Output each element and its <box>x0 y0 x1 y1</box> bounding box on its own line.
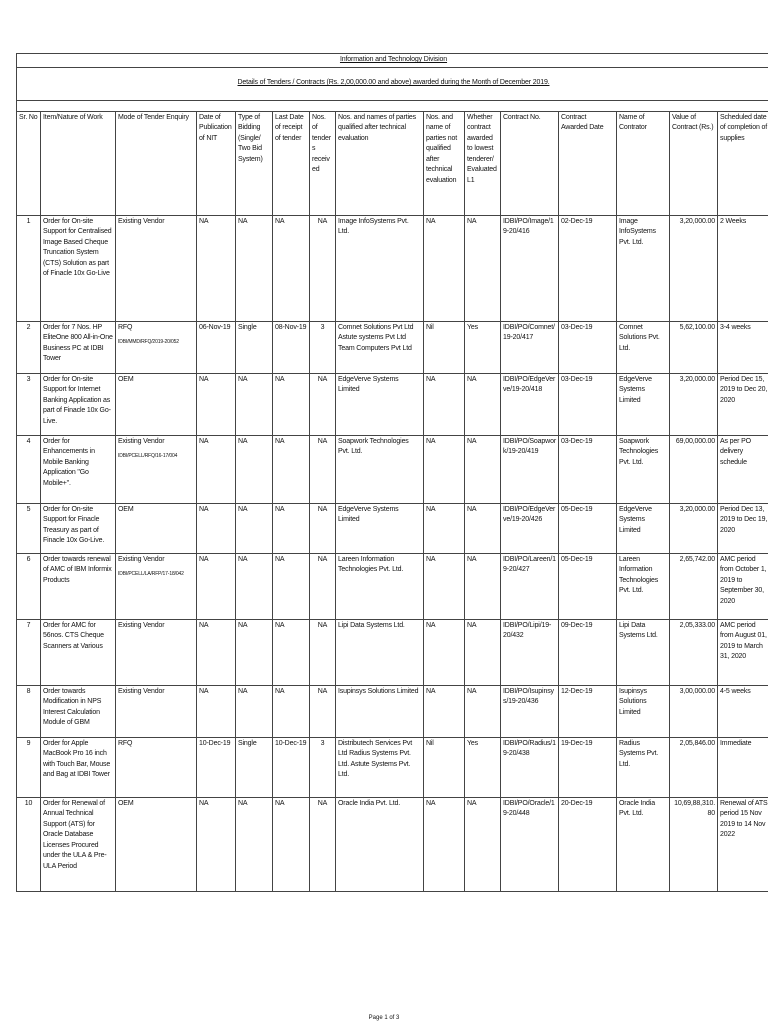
cell-type: NA <box>236 553 273 619</box>
cell-pub: NA <box>197 503 236 553</box>
column-header: Whether contract awarded to lowest tenderer/ Evaluated L1 <box>465 111 501 215</box>
cell-qualified: EdgeVerve Systems Limited <box>336 373 424 435</box>
cell-mode: Existing Vendor IDBI/PCELL/LA/RFP/17-18/042 <box>116 553 197 619</box>
cell-lowest: Yes <box>465 737 501 797</box>
cell-pub: NA <box>197 373 236 435</box>
cell-not-qualified: NA <box>424 553 465 619</box>
column-header: Date of Publication of NIT <box>197 111 236 215</box>
cell-contract: IDBI/PO/Soapwork/19-20/419 <box>501 435 559 503</box>
cell-not-qualified: Nil <box>424 737 465 797</box>
cell-last: NA <box>273 435 310 503</box>
cell-pub: NA <box>197 797 236 891</box>
column-header: Item/Nature of Work <box>41 111 116 215</box>
column-header: Value of Contract (Rs.) <box>670 111 718 215</box>
cell-value: 5,62,100.00 <box>670 321 718 373</box>
cell-qualified: Soapwork Technologies Pvt. Ltd. <box>336 435 424 503</box>
cell-schedule: 2 Weeks <box>718 215 768 321</box>
column-header: Nos. and names of parties qualified after technical evaluation <box>336 111 424 215</box>
cell-nos: 3 <box>310 321 336 373</box>
table-row <box>17 321 768 373</box>
cell-qualified: Isupinsys Solutions Limited <box>336 685 424 737</box>
cell-lowest: NA <box>465 215 501 321</box>
cell-schedule: Period Dec 13, 2019 to Dec 19, 2020 <box>718 503 768 553</box>
cell-type: NA <box>236 619 273 685</box>
cell-contract: IDBI/PO/Lareen/19-20/427 <box>501 553 559 619</box>
cell-value: 3,00,000.00 <box>670 685 718 737</box>
cell-value: 2,05,333.00 <box>670 619 718 685</box>
cell-nos: NA <box>310 215 336 321</box>
cell-not-qualified: NA <box>424 503 465 553</box>
cell-mode: OEM <box>116 797 197 891</box>
cell-sr: 4 <box>17 435 41 503</box>
cell-schedule: AMC period from August 01, 2019 to March 31, 2020 <box>718 619 768 685</box>
cell-schedule: Renewal of ATS period 15 Nov 2019 to 14 Nov 2022 <box>718 797 768 891</box>
cell-contract: IDBI/PO/Lipi/19-20/432 <box>501 619 559 685</box>
cell-nos: NA <box>310 685 336 737</box>
page-footer: Page 1 of 3 <box>368 1015 400 1021</box>
cell-schedule: 4-5 weeks <box>718 685 768 737</box>
cell-last: NA <box>273 797 310 891</box>
cell-not-qualified: NA <box>424 619 465 685</box>
cell-mode: RFQ <box>116 737 197 797</box>
cell-last: 10-Dec-19 <box>273 737 310 797</box>
column-header: Mode of Tender Enquiry <box>116 111 197 215</box>
table-row <box>17 553 768 619</box>
column-header: Contract Awarded Date <box>559 111 617 215</box>
column-header-row <box>17 111 768 215</box>
cell-mode: Existing Vendor IDBI/PCELL/RFQ/16-17/004 <box>116 435 197 503</box>
cell-lowest: NA <box>465 373 501 435</box>
cell-item: Order for On-site Support for Internet Banking Application as part of Finacle 10x Go-Live. <box>41 373 116 435</box>
cell-pub: 06-Nov-19 <box>197 321 236 373</box>
cell-awarded: 03-Dec-19 <box>559 435 617 503</box>
table-row <box>17 797 768 891</box>
cell-nos: NA <box>310 553 336 619</box>
cell-lowest: NA <box>465 435 501 503</box>
cell-not-qualified: Nil <box>424 321 465 373</box>
spacer-row <box>17 100 768 111</box>
cell-value: 3,20,000.00 <box>670 215 718 321</box>
cell-pub: NA <box>197 619 236 685</box>
cell-contractor: EdgeVerve Systems Limited <box>617 373 670 435</box>
cell-type: NA <box>236 373 273 435</box>
column-header: Name of Contrator <box>617 111 670 215</box>
cell-contractor: Image InfoSystems Pvt. Ltd. <box>617 215 670 321</box>
cell-value: 2,05,846.00 <box>670 737 718 797</box>
cell-type: NA <box>236 797 273 891</box>
cell-nos: NA <box>310 435 336 503</box>
cell-type: Single <box>236 321 273 373</box>
cell-lowest: NA <box>465 553 501 619</box>
column-header: Scheduled date of completion of supplies <box>718 111 768 215</box>
cell-schedule: AMC period from October 1, 2019 to September 30, 2020 <box>718 553 768 619</box>
column-header: Last Date of receipt of tender <box>273 111 310 215</box>
cell-item: Order for 7 Nos. HP EliteOne 800 All-in-One Business PC at IDBI Tower <box>41 321 116 373</box>
cell-sr: 3 <box>17 373 41 435</box>
cell-contractor: Oracle India Pvt. Ltd. <box>617 797 670 891</box>
cell-contract: IDBI/PO/EdgeVerve/19-20/418 <box>501 373 559 435</box>
cell-contract: IDBI/PO/Radius/19-20/438 <box>501 737 559 797</box>
cell-mode: Existing Vendor <box>116 215 197 321</box>
cell-item: Order for On-site Support for Centralised Image Based Cheque Truncation System (CTS) Solution as part of Finacle 10x Go-Live <box>41 215 116 321</box>
cell-awarded: 20-Dec-19 <box>559 797 617 891</box>
cell-sr: 8 <box>17 685 41 737</box>
cell-contractor: Soapwork Technologies Pvt. Ltd. <box>617 435 670 503</box>
cell-awarded: 19-Dec-19 <box>559 737 617 797</box>
details-title: Details of Tenders / Contracts (Rs. 2,00,000.00 and above) awarded during the Month of December 2019. <box>17 67 768 100</box>
cell-lowest: NA <box>465 619 501 685</box>
cell-qualified: Lareen Information Technologies Pvt. Ltd. <box>336 553 424 619</box>
cell-sr: 10 <box>17 797 41 891</box>
cell-type: NA <box>236 685 273 737</box>
cell-awarded: 02-Dec-19 <box>559 215 617 321</box>
cell-lowest: NA <box>465 797 501 891</box>
cell-contractor: Comnet Solutions Pvt. Ltd. <box>617 321 670 373</box>
table-row <box>17 619 768 685</box>
column-header: Sr. No <box>17 111 41 215</box>
cell-mode: Existing Vendor <box>116 619 197 685</box>
cell-contract: IDBI/PO/Oracle/19-20/448 <box>501 797 559 891</box>
cell-value: 69,00,000.00 <box>670 435 718 503</box>
cell-value: 2,65,742.00 <box>670 553 718 619</box>
cell-contractor: EdgeVerve Systems Limited <box>617 503 670 553</box>
cell-lowest: NA <box>465 685 501 737</box>
cell-last: NA <box>273 553 310 619</box>
cell-mode: OEM <box>116 503 197 553</box>
cell-awarded: 12-Dec-19 <box>559 685 617 737</box>
cell-sr: 7 <box>17 619 41 685</box>
cell-not-qualified: NA <box>424 215 465 321</box>
cell-nos: NA <box>310 797 336 891</box>
cell-item: Order towards renewal of AMC of IBM Informix Products <box>41 553 116 619</box>
cell-contract: IDBI/PO/Isupinsys/19-20/436 <box>501 685 559 737</box>
cell-sr: 6 <box>17 553 41 619</box>
cell-sr: 9 <box>17 737 41 797</box>
cell-lowest: Yes <box>465 321 501 373</box>
cell-last: NA <box>273 503 310 553</box>
cell-qualified: Distributech Services Pvt Ltd Radius Systems Pvt. Ltd. Astute Systems Pvt. Ltd. <box>336 737 424 797</box>
cell-sr: 2 <box>17 321 41 373</box>
cell-last: NA <box>273 373 310 435</box>
cell-type: NA <box>236 435 273 503</box>
cell-schedule: Period Dec 15, 2019 to Dec 20, 2020 <box>718 373 768 435</box>
cell-pub: NA <box>197 435 236 503</box>
cell-schedule: 3-4 weeks <box>718 321 768 373</box>
cell-qualified: EdgeVerve Systems Limited <box>336 503 424 553</box>
cell-mode: OEM <box>116 373 197 435</box>
cell-sr: 1 <box>17 215 41 321</box>
cell-last: NA <box>273 685 310 737</box>
cell-schedule: Immediate <box>718 737 768 797</box>
cell-not-qualified: NA <box>424 373 465 435</box>
cell-item: Order for Renewal of Annual Technical Support (ATS) for Oracle Database Licenses Procured under the ULA & Pre-ULA Period <box>41 797 116 891</box>
cell-schedule: As per PO delivery schedule <box>718 435 768 503</box>
cell-item: Order for On-site Support for Finacle Treasury as part of Finacle 10x Go-Live. <box>41 503 116 553</box>
cell-contractor: Lareen Information Technologies Pvt. Ltd. <box>617 553 670 619</box>
cell-nos: 3 <box>310 737 336 797</box>
cell-contract: IDBI/PO/EdgeVerve/19-20/426 <box>501 503 559 553</box>
cell-sr: 5 <box>17 503 41 553</box>
table-row <box>17 373 768 435</box>
cell-nos: NA <box>310 373 336 435</box>
cell-type: NA <box>236 503 273 553</box>
cell-awarded: 09-Dec-19 <box>559 619 617 685</box>
cell-mode: Existing Vendor <box>116 685 197 737</box>
cell-not-qualified: NA <box>424 435 465 503</box>
cell-item: Order for Enhancements in Mobile Banking Application "Go Mobile+". <box>41 435 116 503</box>
cell-item: Order towards Modification in NPS Interest Calculation Module of GBM <box>41 685 116 737</box>
cell-qualified: Oracle India Pvt. Ltd. <box>336 797 424 891</box>
cell-contractor: Isupinsys Solutions Limited <box>617 685 670 737</box>
cell-mode: RFQ IDBI/MMD/RFQ/2019-20/052 <box>116 321 197 373</box>
cell-awarded: 03-Dec-19 <box>559 321 617 373</box>
mode-reference: IDBI/MMD/RFQ/2019-20/052 <box>118 339 179 345</box>
table-row <box>17 503 768 553</box>
cell-contract: IDBI/PO/Image/19-20/416 <box>501 215 559 321</box>
cell-nos: NA <box>310 503 336 553</box>
cell-qualified: Lipi Data Systems Ltd. <box>336 619 424 685</box>
mode-reference: IDBI/PCELL/LA/RFP/17-18/042 <box>118 571 184 577</box>
cell-type: NA <box>236 215 273 321</box>
cell-item: Order for AMC for 56nos. CTS Cheque Scanners at Various <box>41 619 116 685</box>
cell-awarded: 03-Dec-19 <box>559 373 617 435</box>
cell-lowest: NA <box>465 503 501 553</box>
cell-contract: IDBI/PO/Comnet/19-20/417 <box>501 321 559 373</box>
cell-pub: NA <box>197 553 236 619</box>
cell-value: 3,20,000.00 <box>670 373 718 435</box>
cell-pub: NA <box>197 215 236 321</box>
cell-pub: 10-Dec-19 <box>197 737 236 797</box>
column-header: Nos. of tenders received <box>310 111 336 215</box>
cell-item: Order for Apple MacBook Pro 16 inch with Touch Bar, Mouse and Bag at IDBI Tower <box>41 737 116 797</box>
cell-last: NA <box>273 619 310 685</box>
column-header: Type of Bidding (Single/ Two Bid System) <box>236 111 273 215</box>
table-row <box>17 685 768 737</box>
cell-contractor: Lipi Data Systems Ltd. <box>617 619 670 685</box>
cell-value: 3,20,000.00 <box>670 503 718 553</box>
cell-qualified: Comnet Solutions Pvt Ltd Astute systems Pvt Ltd Team Computers Pvt Ltd <box>336 321 424 373</box>
column-header: Nos. and name of parties not qualified after technical evaluation <box>424 111 465 215</box>
cell-last: 08-Nov-19 <box>273 321 310 373</box>
tender-sheet <box>16 53 768 892</box>
cell-value: 10,69,88,310.80 <box>670 797 718 891</box>
cell-contractor: Radius Systems Pvt. Ltd. <box>617 737 670 797</box>
table-row <box>17 737 768 797</box>
table-row <box>17 435 768 503</box>
cell-pub: NA <box>197 685 236 737</box>
division-title: Information and Technology Division <box>17 54 768 68</box>
table-row <box>17 215 768 321</box>
mode-reference: IDBI/PCELL/RFQ/16-17/004 <box>118 453 178 459</box>
cell-nos: NA <box>310 619 336 685</box>
column-header: Contract No. <box>501 111 559 215</box>
cell-not-qualified: NA <box>424 797 465 891</box>
cell-awarded: 05-Dec-19 <box>559 553 617 619</box>
cell-type: Single <box>236 737 273 797</box>
tender-table <box>16 53 768 892</box>
cell-not-qualified: NA <box>424 685 465 737</box>
cell-last: NA <box>273 215 310 321</box>
cell-awarded: 05-Dec-19 <box>559 503 617 553</box>
cell-qualified: Image InfoSystems Pvt. Ltd. <box>336 215 424 321</box>
